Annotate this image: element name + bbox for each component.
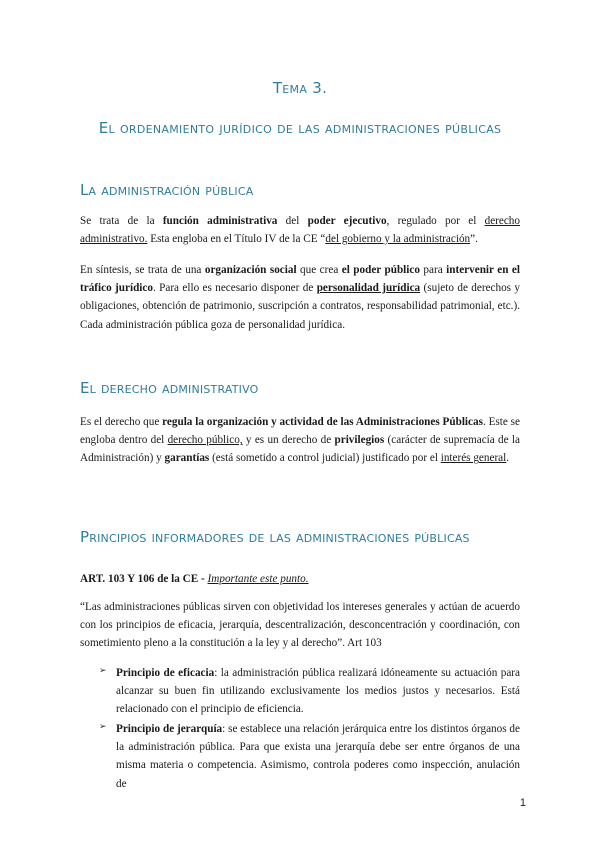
list-item-text <box>116 664 520 719</box>
text-run: (carácter de supremacía de la Administración) y <box>80 434 520 465</box>
bold-underlined-text: personalidad jurídica <box>316 282 421 295</box>
paragraph-derecho-administrativo <box>80 413 520 468</box>
principle-name: Principio de jerarquía <box>116 723 223 735</box>
section-heading-administracion-publica: La administración pública <box>80 181 254 199</box>
list-item-principio-jerarquia <box>80 720 520 793</box>
bold-text: garantías <box>164 452 210 465</box>
underlined-text: del gobierno y la administración <box>325 233 471 246</box>
bold-text <box>317 282 420 294</box>
section-heading-principios-informadores: Principios informadores de las administraciones públicas <box>80 528 470 546</box>
underlined-text: derecho administrativo. <box>80 215 520 246</box>
important-note: Importante este punto. <box>207 573 309 585</box>
text-run: que crea <box>296 264 342 276</box>
text-run: (está sometido a control judicial) justificado por el <box>209 452 441 465</box>
section-heading-derecho-administrativo: El derecho administrativo <box>80 379 259 397</box>
article-reference: ART. 103 Y 106 de la CE - <box>80 573 208 585</box>
text-run: . <box>506 452 510 465</box>
page-number: 1 <box>519 797 526 809</box>
title-topic-number: Tema 3. <box>272 79 328 97</box>
list-item-principio-eficacia <box>80 664 520 719</box>
text-run: (sujeto de derechos y obligaciones, obtención de patrimonio, suscripción a contratos, responsabilidad patrimonial, etc.). Cada administración pública goza de personalidad jurídica. <box>80 282 521 331</box>
bold-text: organización social <box>204 264 297 276</box>
bold-text: regula la organización y actividad de las Administraciones Públicas <box>162 416 483 428</box>
text-run: Se trata de la <box>80 215 163 227</box>
bold-text: poder ejecutivo <box>307 215 387 227</box>
arrow-bullet-icon: ➢ <box>99 722 107 732</box>
text-run: y es un derecho de <box>242 434 335 447</box>
paragraph-funcion-administrativa <box>80 212 520 248</box>
document-title <box>0 78 600 138</box>
text-run: En síntesis, se trata de una <box>80 264 205 276</box>
article-103-quote: “Las administraciones públicas sirven con objetividad los intereses generales y actúan de acuerdo con los principios de eficacia, jerarquía, descentralización, desconcentración y coordinación, con sometimiento pleno a la constitución a la ley y al derecho”. Art 103 <box>80 601 520 650</box>
italic-note <box>208 573 309 585</box>
bold-text: el poder público <box>341 264 420 276</box>
principle-description: : la administración pública realizará idóneamente su actuación para alcanzar su buen fin utilizando exclusivamente los medios justos y necesarios. Está relacionado con el principio de eficiencia. <box>116 667 520 716</box>
title-topic-name: El ordenamiento jurídico de las administraciones públicas <box>98 119 502 137</box>
list-item-text <box>116 720 520 793</box>
principle-description: : se establece una relación jerárquica entre los distintos órganos de la administración pública. Para que exista una jerarquía debe ser entre órganos de una misma materia o competencia. Asimismo, controla poderes como inspección, anulación de <box>116 723 520 790</box>
paragraph-organizacion-social <box>80 261 520 334</box>
bold-text: privilegios <box>334 434 385 447</box>
text-run: , regulado por el <box>386 215 485 227</box>
bold-text: intervenir en el tráfico jurídico <box>80 264 520 295</box>
text-run: Es el derecho que <box>80 416 163 428</box>
underlined-text: derecho público, <box>167 434 243 447</box>
text-run: . Para ello es necesario disponer de <box>152 282 317 295</box>
underlined-text: interés general <box>440 452 507 465</box>
article-heading <box>80 570 520 588</box>
text-run: ”. <box>470 233 478 246</box>
text-run: Esta engloba en el Título IV de la CE “ <box>147 233 326 246</box>
bold-text: función administrativa <box>162 215 278 227</box>
text-run: para <box>419 264 447 276</box>
text-run: . Este se engloba dentro del <box>80 416 520 447</box>
arrow-bullet-icon: ➢ <box>99 666 107 676</box>
text-run: del <box>277 215 308 227</box>
principle-name: Principio de eficacia <box>116 667 215 679</box>
